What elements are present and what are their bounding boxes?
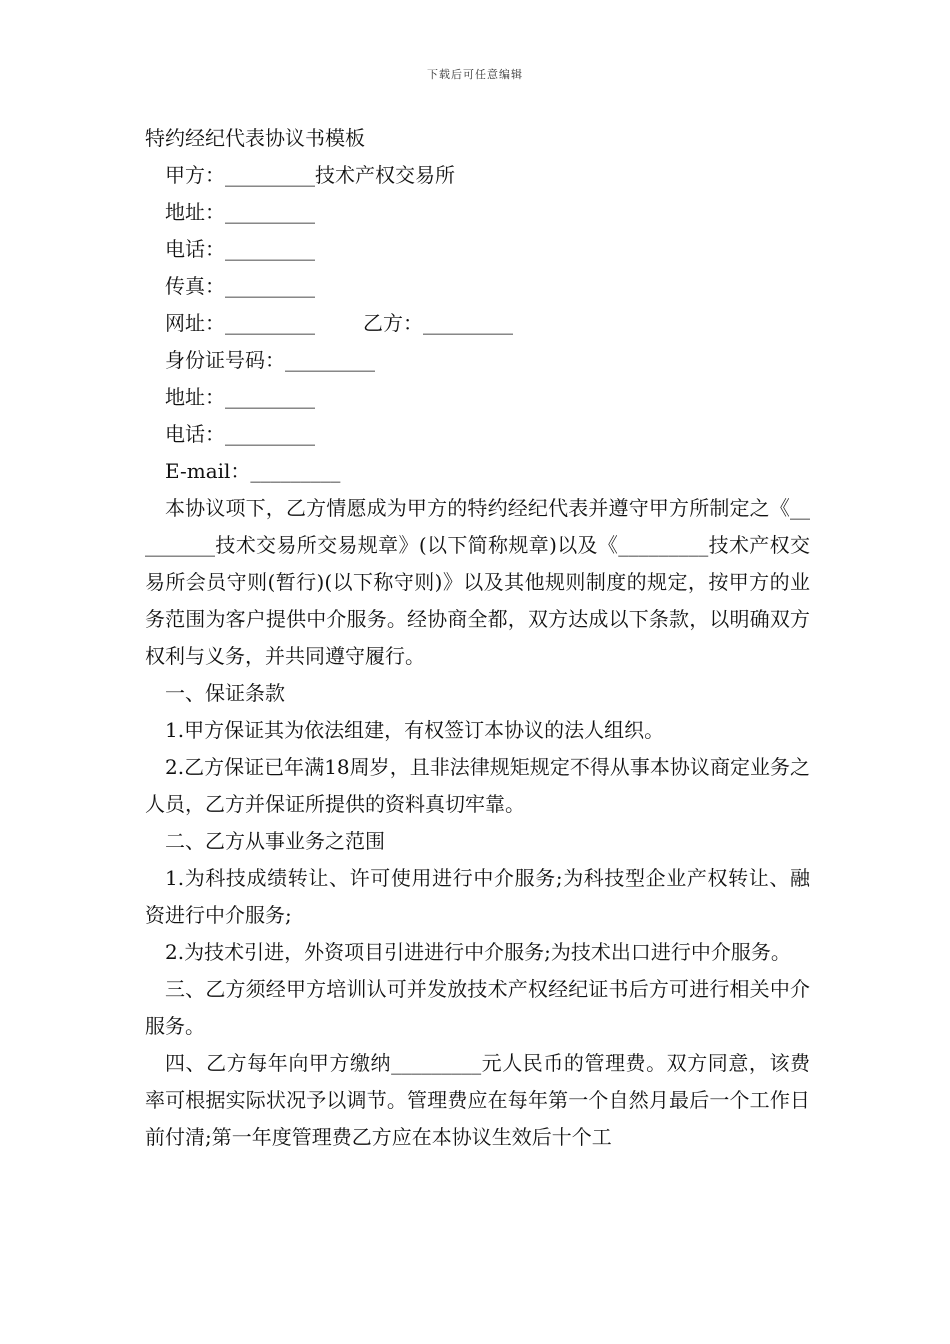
section1-heading: 一、保证条款 [165, 681, 285, 705]
intro-paragraph: 本协议项下，乙方情愿成为甲方的特约经纪代表并遵守甲方所制定之《_________技术交易所交易规章》(以下简称规章)以及《_________技术产权交易所会员守则(暂行)(以下称守则)》以及其他规则制度的规定，按甲方的业务范围为客户提供中介服务。经协商全都，双方达成以下条款，以明确双方权利与义务，并共同遵守履行。 [145, 496, 810, 668]
party-a-phone: 电话：_________ [165, 237, 315, 261]
section2-item1: 1.为科技成绩转让、许可使用进行中介服务;为科技型企业产权转让、融资进行中介服务; [145, 866, 810, 927]
party-b-line: 乙方：_________ [363, 311, 513, 335]
party-a-website: 网址：_________ [165, 311, 315, 335]
section1-item1: 1.甲方保证其为依法组建，有权签订本协议的法人组织。 [165, 718, 665, 742]
party-b-id-number: 身份证号码：_________ [165, 348, 375, 372]
party-b-email: E-mail：_________ [165, 459, 341, 483]
party-b-address: 地址：_________ [165, 385, 315, 409]
section1-item2: 2.乙方保证已年满18周岁，且非法律规矩规定不得从事本协议商定业务之人员，乙方并保证所提供的资料真切牢靠。 [145, 755, 810, 816]
party-a-address: 地址：_________ [165, 200, 315, 224]
party-b-phone: 电话：_________ [165, 422, 315, 446]
section3-paragraph: 三、乙方须经甲方培训认可并发放技术产权经纪证书后方可进行相关中介服务。 [145, 977, 810, 1038]
page-header-note: 下载后可任意编辑 [427, 68, 523, 81]
document-title: 特约经纪代表协议书模板 [145, 126, 365, 150]
section2-item2: 2.为技术引进，外资项目引进进行中介服务;为技术出口进行中介服务。 [165, 940, 791, 964]
section4-paragraph: 四、乙方每年向甲方缴纳_________元人民币的管理费。双方同意，该费率可根据实际状况予以调节。管理费应在每年第一个自然月最后一个工作日前付清;第一年度管理费乙方应在本协议生效后十个工 [145, 1051, 810, 1149]
party-a-line: 甲方：_________技术产权交易所 [165, 163, 455, 187]
party-a-fax: 传真：_________ [165, 274, 315, 298]
document-body [145, 120, 810, 1156]
party-a-website-row [145, 305, 810, 342]
section2-heading: 二、乙方从事业务之范围 [165, 829, 385, 853]
